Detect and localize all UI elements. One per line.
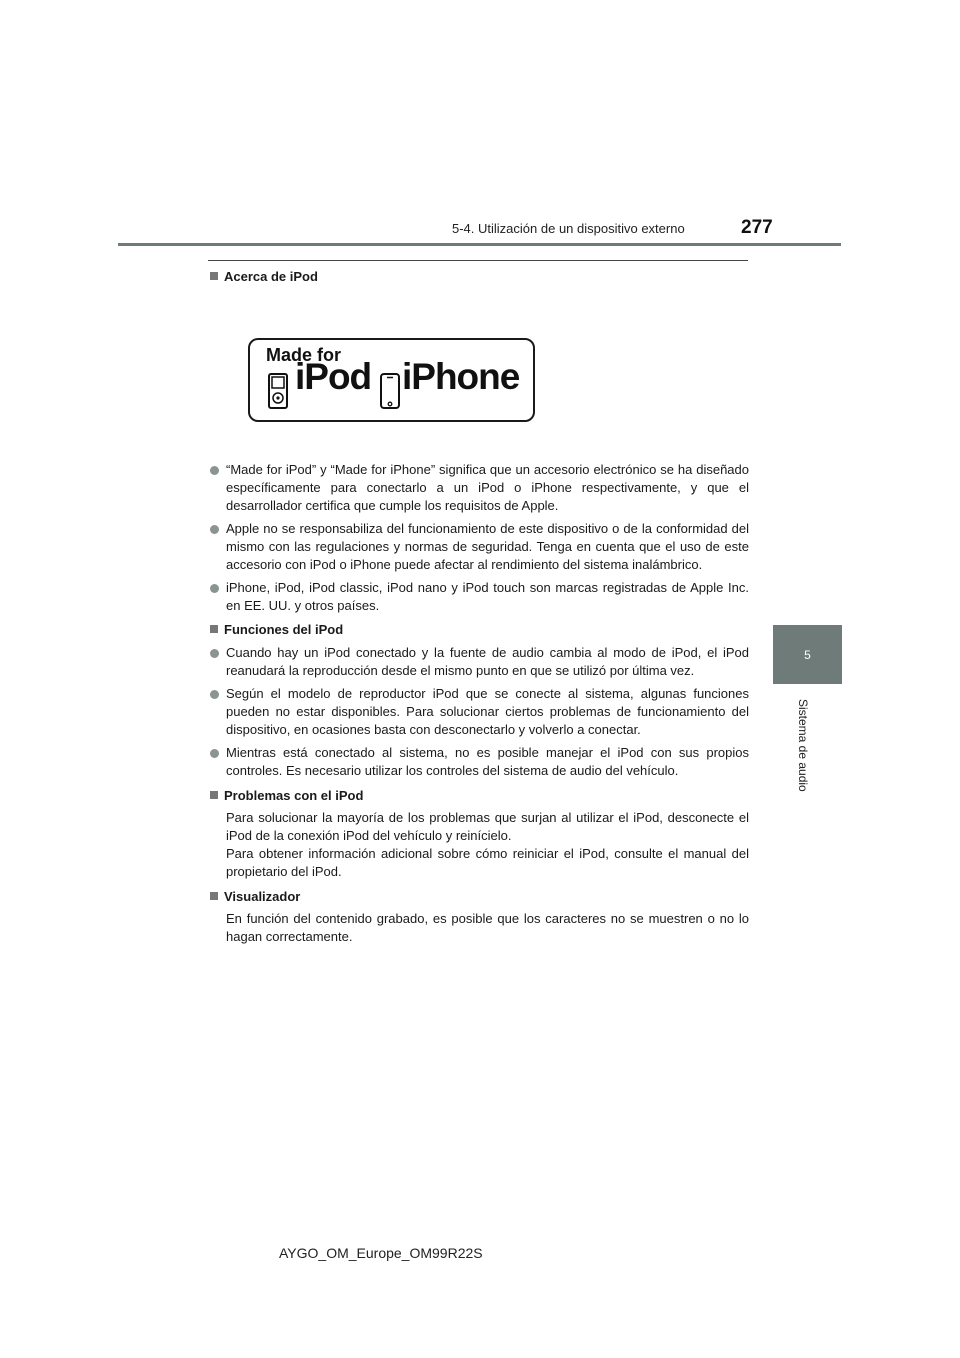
square-bullet-icon xyxy=(210,791,218,799)
bullet-dot-icon xyxy=(210,749,219,758)
paragraph: En función del contenido grabado, es posible que los caracteres no se muestren o no lo hagan correctamente. xyxy=(226,911,749,944)
paragraph: Para obtener información adicional sobre cómo reiniciar el iPod, consulte el manual del propietario del iPod. xyxy=(226,846,749,879)
paragraph: Para solucionar la mayoría de los problemas que surjan al utilizar el iPod, desconecte el iPod de la conexión iPod del vehículo y reinícielo. xyxy=(226,810,749,843)
heading-display xyxy=(208,888,749,906)
heading-text: Acerca de iPod xyxy=(224,269,318,284)
heading-about-ipod xyxy=(208,268,749,286)
bullet-dot-icon xyxy=(210,584,219,593)
heading-ipod-problems xyxy=(208,787,749,805)
page-number: 277 xyxy=(741,217,773,238)
badge-made-for: Made for xyxy=(266,345,342,365)
list-item-text: Cuando hay un iPod conectado y la fuente de audio cambia al modo de iPod, el iPod reanudará la reproducción desde el mismo punto en que se utilizó por última vez. xyxy=(226,645,749,678)
heading-text: Problemas con el iPod xyxy=(224,788,364,803)
ipod-icon xyxy=(268,373,288,409)
chapter-tab xyxy=(773,625,842,684)
heading-ipod-functions xyxy=(208,621,749,639)
heading-text: Visualizador xyxy=(224,889,301,904)
list-item xyxy=(208,685,749,739)
square-bullet-icon xyxy=(210,625,218,633)
square-bullet-icon xyxy=(210,892,218,900)
iphone-icon xyxy=(380,373,400,409)
list-item xyxy=(208,744,749,780)
list-item-text: “Made for iPod” y “Made for iPhone” significa que un accesorio electrónico se ha diseñado específicamente para conectarlo a un iPod o iPhone respectivamente, y que el desarrollador certifica que cumple los requisitos de Apple. xyxy=(226,462,749,513)
badge-ipod: iPod xyxy=(295,356,372,397)
bullet-dot-icon xyxy=(210,649,219,658)
chapter-label: Sistema de audio xyxy=(796,698,810,792)
bullet-dot-icon xyxy=(210,690,219,699)
badge-iphone: iPhone xyxy=(402,356,520,397)
bullet-dot-icon xyxy=(210,525,219,534)
document-code: AYGO_OM_Europe_OM99R22S xyxy=(279,1245,483,1261)
page-content xyxy=(208,268,749,946)
list-item-text: Mientras está conectado al sistema, no es posible manejar el iPod con sus propios controles. Es necesario utilizar los controles del sistema de audio del vehículo. xyxy=(226,745,749,778)
list-item xyxy=(208,579,749,615)
chapter-number: 5 xyxy=(804,647,811,662)
bullet-dot-icon xyxy=(210,466,219,475)
content-divider xyxy=(208,260,748,261)
list-item-text: iPhone, iPod, iPod classic, iPod nano y iPod touch son marcas registradas de Apple Inc. en EE. UU. y otros países. xyxy=(226,580,749,613)
square-bullet-icon xyxy=(210,272,218,280)
badge-frame xyxy=(248,338,535,422)
header-rule xyxy=(118,243,841,246)
list-item xyxy=(208,520,749,574)
list-item xyxy=(208,461,749,515)
heading-text: Funciones del iPod xyxy=(224,622,344,637)
list-item-text: Según el modelo de reproductor iPod que se conecte al sistema, algunas funciones pueden no estar disponibles. Para solucionar ciertos problemas de funcionamiento del dispositivo, en ocasiones basta con desconectarlo y volverlo a conectar. xyxy=(226,686,749,737)
made-for-badge xyxy=(248,338,535,420)
list-item xyxy=(208,644,749,680)
section-title: 5-4. Utilización de un dispositivo externo xyxy=(452,221,685,236)
list-item-text: Apple no se responsabiliza del funcionamiento de este dispositivo o de la conformidad del mismo con las regulaciones y normas de seguridad. Tenga en cuenta que el uso de este accesorio con iPod o iPhone puede afectar al rendimiento del sistema inalámbrico. xyxy=(226,521,749,572)
